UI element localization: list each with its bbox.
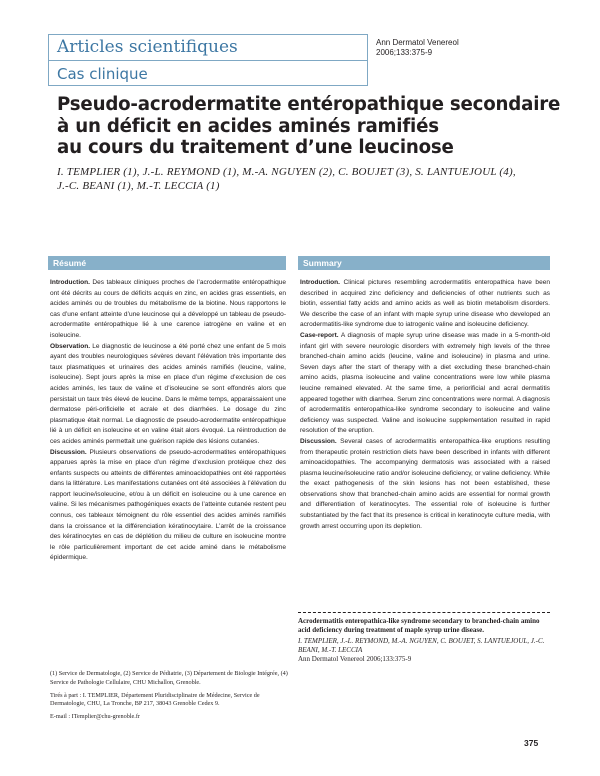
summary-case-label: Case-report. — [300, 331, 339, 339]
resume-heading: Résumé — [48, 256, 286, 270]
english-reference — [298, 612, 550, 664]
article-title — [57, 94, 577, 159]
summary-heading: Summary — [298, 256, 550, 270]
reprints-address: Tirés à part : I. TEMPLIER, Département Pluridisciplinaire de Médecine, Service de Dermatologie, CHU, La Tronche, BP 217, 38043 Grenoble Cedex 9. — [50, 691, 260, 708]
english-title: Acrodermatitis enteropathica-like syndrome secondary to branched-chain amino acid deficiency during treatment of maple syrup urine disease. — [298, 617, 540, 634]
section-header — [48, 34, 368, 86]
resume-intro-text: Des tableaux cliniques proches de l’acrodermatite entéropathique ont été décrits au cours de déficits acquis en zinc, en acides gras essentiels, en acides aminés ou de troubles du métabolisme de la biotine. Nous rapportons le cas d’une enfant atteinte d’une leucinose qui a développé un tableau de pseudo-acrodermatite entéropathique lié à une carence iatrogène en valine et en isoleucine. — [50, 279, 286, 339]
summary-case-text: A diagnosis of maple syrup urine disease was made in a 5-month-old infant girl with severe neurologic disorders with extremely high levels of the three branched-chain amino acids (leucine, valine and isoleucine) in plasma and urine. Seven days after the start of therapy with a diet excluding these branched-chain amino acids, plasma isoleucine and valine concentrations were low while plasma leucine remained elevated. At the same time, a periorificial and acral dermatitis appeared together with diarrhea. Serum zinc concentrations were normal. A diagnosis of acrodermatitis enteropathica-like syndrome secondary to isoleucine and valine deficiency was suspected. Valine and isoleucine supplementation resulted in rapid resolution of the eruption. — [300, 331, 550, 435]
english-authors: I. TEMPLIER, J.-L. REYMOND, M.-A. NGUYEN, C. BOUJET, S. LANTUEJOUL, J.-C. BEANI, M.-T. LECCIA — [298, 637, 545, 654]
resume-obs-text: Le diagnostic de leucinose a été porté chez une enfant de 5 mois ayant des troubles neurologiques sévères devant l’élévation très importante des taux plasmatiques et urinaires des acides aminés ramifiés (leucine, valine, isoleucine). Sept jours après la mise en place d’un régime d’exclusion de ces acides aminés, les taux de valine et d’isoleucine se sont effondrés alors que persistait un taux très élevé de leucine. Dans le même temps, apparaissaient une dermatose péri-orificielle et acrale et des diarrhées. Le dosage du zinc plasmatique était normal. Le diagnostic de pseudo-acrodermatite entéropathique lié à un déficit en isoleucine et en valine était alors évoqué. La réintroduction de ces acides aminés permettait une guérison rapide des lésions cutanées. — [50, 342, 286, 445]
section-title: Articles scientifiques — [57, 37, 238, 57]
resume-disc-text: Plusieurs observations de pseudo-acrodermatites entéropathiques apparues après la mise en place d’un régime d’exclusion protéique chez des enfants suspects ou atteints de différentes aminoacidopathies ont été rapportées dans la littérature. Les manifestations cutanées ont été associées à l’élévation du rapport leucine/isoleucine, et/ou à un déficit en isoleucine ou à une carence en valine. Si les mécanismes pathogéniques exacts de l’atteinte cutanée restent peu connus, ces tableaux témoignent du rôle essentiel des acides aminés ramifiés dans la croissance et la différenciation kératinocytaire. L’arrêt de la croissance des kératinocytes en cas de déplétion du milieu de culture en isoleucine montre le rôle particulièrement important de cet acide aminé dans le métabolisme épidermique. — [50, 448, 286, 562]
summary-body — [300, 278, 550, 532]
subsection-title: Cas clinique — [57, 65, 148, 83]
summary-disc-label: Discussion. — [300, 437, 337, 445]
resume-intro-label: Introduction. — [50, 279, 91, 286]
authors-line-1: I. TEMPLIER (1), J.-L. REYMOND (1), M.-A. NGUYEN (2), C. BOUJET (3), S. LANTUEJOUL (4), — [57, 166, 516, 178]
summary-case-report — [300, 331, 550, 437]
resume-body — [50, 278, 286, 564]
journal-name: Ann Dermatol Venereol — [376, 38, 459, 47]
summary-intro-label: Introduction. — [300, 279, 341, 286]
affiliations: (1) Service de Dermatologie, (2) Service de Pédiatrie, (3) Département de Biologie Intégrée, (4) Service de Pathologie Cellulaire, CHU Michallon, Grenoble. — [50, 670, 288, 686]
page-number: 375 — [524, 738, 539, 748]
journal-reference — [376, 38, 459, 58]
english-journal: Ann Dermatol Venereol 2006;133:375-9 — [298, 655, 412, 663]
footnotes — [50, 670, 290, 726]
contact-email: E-mail : ITemplier@chu-grenoble.fr — [50, 713, 140, 721]
section-header-top-row — [49, 35, 367, 61]
authors-line-2: J.-C. BEANI (1), M.-T. LECCIA (1) — [57, 180, 220, 192]
summary-intro-text: Clinical pictures resembling acrodermatitis enteropathica have been described in acquired zinc deficiency and deficiencies of other nutrients such as biotin, essential fatty acids and amino acids as well as biotin metabolism disorders. We describe the case of an infant with maple syrup urine disease who developed an acrodermatitis-like syndrome due to iatrogenic valine and isoleucine deficiency. — [300, 279, 550, 329]
summary-introduction — [300, 278, 550, 331]
resume-discussion — [50, 448, 286, 565]
summary-disc-text: Several cases of acrodermatitis enteropathica-like eruptions resulting from therapeutic protein restriction diets have been described in infants with different aminoacidopathies. The accompanying dermatosis was associated with a raised plasma leucine/isoleucine ratio and/or isoleucine deficiency, or valine deficiency. While the exact pathogenesis of the skin lesions has not been established, these observations show that branched-chain amino acids are essential for normal growth and differentiation of keratinocytes. The essential role of isoleucine is further substantiated by the fact that its presence is critical in keratinocyte culture media, with growth arrest occurring upon its depletion. — [300, 437, 550, 530]
resume-disc-label: Discussion. — [50, 448, 87, 456]
resume-observation — [50, 342, 286, 448]
summary-discussion — [300, 437, 550, 532]
article-authors — [57, 165, 577, 193]
title-line-2: à un déficit en acides aminés ramifiés — [57, 115, 439, 137]
resume-obs-label: Observation. — [50, 342, 91, 350]
resume-introduction — [50, 278, 286, 342]
title-line-1: Pseudo-acrodermatite entéropathique secondaire — [57, 94, 561, 115]
journal-volume: 2006;133:375-9 — [376, 48, 433, 57]
title-line-3: au cours du traitement d’une leucinose — [57, 137, 454, 158]
